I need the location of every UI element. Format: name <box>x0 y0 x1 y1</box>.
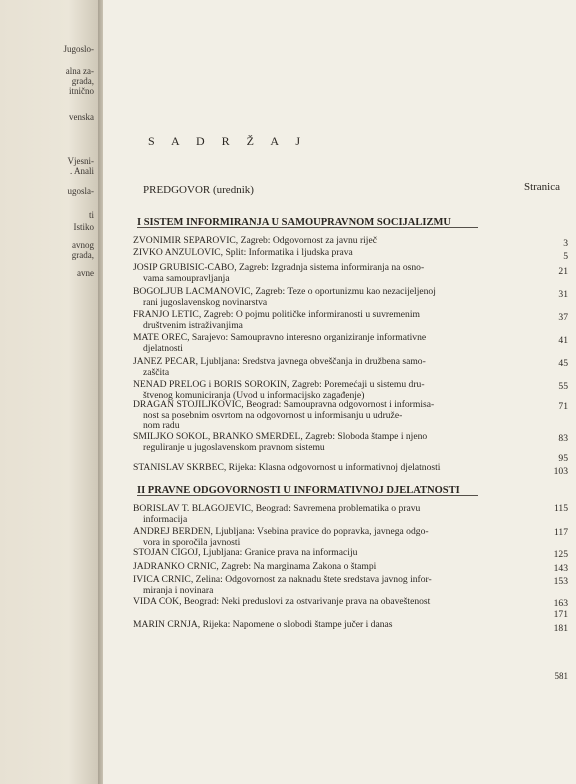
toc-page-number: 3 <box>563 238 568 249</box>
toc-entry-line: MARIN CRNJA, Rijeka: Napomene o slobodi štampe jučer i danas <box>133 620 393 630</box>
toc-entry-line: DRAGAN STOJILJKOVIĆ, Beograd: Samoupravna odgovornost i informisa- <box>133 400 435 410</box>
section-title: I SISTEM INFORMIRANJA U SAMOUPRAVNOM SOCIJALIZMU <box>137 217 451 228</box>
toc-entry-line: STOJAN CIGOJ, Ljubljana: Granice prava na informaciju <box>133 548 358 558</box>
toc-page-number: 31 <box>558 289 568 300</box>
previous-page-text: ugosla- <box>67 186 94 196</box>
page-column-label: Stranica <box>523 181 560 193</box>
toc-entry <box>133 357 506 378</box>
toc-entry-line: rani jugoslavenskog novinarstva <box>143 297 268 308</box>
toc-entry-line: štvenog komuniciranja (Uvod u informacijsko zagađenje) <box>143 390 365 401</box>
toc-page-number: 103 <box>553 466 568 477</box>
previous-page-fragment <box>0 0 98 784</box>
toc-page-number: 115 <box>553 503 568 514</box>
toc-page-number: 171 <box>553 609 568 620</box>
toc-entry-line: vora in sporočila javnosti <box>143 537 241 548</box>
toc-entry <box>133 562 506 573</box>
toc-entry <box>133 575 506 596</box>
toc-page-number: 153 <box>553 576 568 587</box>
toc-entry-line: JOSIP GRUBIŠIĆ-ČABO, Zagreb: Izgradnja sistema informiranja na osno- <box>133 263 425 273</box>
foreword-entry: PREDGOVOR (urednik) <box>143 184 254 196</box>
section-title: II PRAVNE ODGOVORNOSTI U INFORMATIVNOJ DJELATNOSTI <box>137 485 460 496</box>
previous-page-text: itnično <box>69 86 94 96</box>
toc-entry-line: miranja i novinara <box>143 585 214 596</box>
previous-page-text: Vjesni- <box>67 156 94 166</box>
toc-page-number: 45 <box>558 358 568 369</box>
toc-entry <box>133 432 506 453</box>
toc-entry-line: zaščita <box>143 367 170 378</box>
toc-entry <box>133 400 506 432</box>
toc-entry <box>133 287 506 308</box>
toc-page-number: 41 <box>558 335 568 346</box>
toc-entry <box>133 463 506 474</box>
toc-entry <box>133 236 506 247</box>
toc-entry <box>133 527 506 548</box>
previous-page-text: grada, <box>71 76 94 86</box>
toc-entry-line: MATE OREČ, Sarajevo: Samoupravno interesno organiziranje informativne <box>133 333 427 343</box>
toc-page-number: 143 <box>553 563 568 574</box>
previous-page-text: Istiko <box>73 222 94 232</box>
toc-entry-line: STANISLAV ŠKRBEC, Rijeka: Klasna odgovornost u informativnoj djelatnosti <box>133 463 441 473</box>
toc-page-number: 71 <box>558 401 568 412</box>
previous-page-text: ti <box>88 210 94 220</box>
previous-page-text: Jugoslo- <box>63 44 94 54</box>
toc-page-number: 95 <box>558 453 568 464</box>
toc-entry-line: JANEZ PEČAR, Ljubljana: Sredstva javnega obveščanja in družbena samo- <box>133 357 426 367</box>
toc-page-number: 55 <box>558 381 568 392</box>
previous-page-text: venska <box>69 112 94 122</box>
toc-entry-line: ŽIVKO ANZULOVIĆ, Split: Informatika i ljudska prava <box>133 248 353 258</box>
toc-entry-line: VIDA ČOK, Beograd: Neki preduslovi za ostvarivanje prava na obaveštenost <box>133 597 431 607</box>
toc-entry <box>133 504 506 525</box>
toc-entry <box>133 263 506 284</box>
previous-page-text: alna za- <box>65 66 94 76</box>
previous-page-text: grada, <box>71 250 94 260</box>
toc-entry-line: NENAD PRELOG i BORIS SOROKIN, Zagreb: Poremećaji u sistemu dru- <box>133 380 425 390</box>
toc-entry-line: BOGOLJUB LACMANOVIĆ, Zagreb: Teze o oportunizmu kao nezacijeljenoj <box>133 287 436 297</box>
toc-page-number: 181 <box>553 623 568 634</box>
toc-entry-line: SMILJKO SOKOL, BRANKO SMERDEL, Zagreb: Sloboda štampe i njeno <box>133 432 428 442</box>
toc-page-number: 83 <box>558 433 568 444</box>
toc-entry <box>133 620 506 631</box>
toc-page <box>103 0 576 784</box>
toc-entry-line: informacija <box>143 514 188 525</box>
toc-entry-line: IVICA CRNIĆ, Zelina: Odgovornost za naknadu štete sredstava javnog infor- <box>133 575 432 585</box>
toc-page-number: 163 <box>553 598 568 609</box>
toc-page-number: 125 <box>553 549 568 560</box>
toc-page-number: 37 <box>558 312 568 323</box>
page-number: 581 <box>554 671 568 681</box>
toc-page-number: 5 <box>563 251 568 262</box>
toc-entry <box>133 380 506 401</box>
toc-entry-line: društvenim istraživanjima <box>143 320 243 331</box>
toc-page-number: 21 <box>558 266 568 277</box>
toc-entry-line: vama samoupravljanja <box>143 273 230 284</box>
toc-entry <box>133 548 506 559</box>
toc-heading: S A D R Ž A J <box>148 134 308 148</box>
previous-page-text: . Anali <box>70 166 94 176</box>
toc-entry-line: FRANJO LETIĆ, Zagreb: O pojmu političke informiranosti u suvremenim <box>133 310 420 320</box>
toc-entry-line: reguliranje u jugoslavenskom pravnom sistemu <box>143 442 325 453</box>
toc-entry-line: ANDREJ BERDEN, Ljubljana: Vsebina pravice do popravka, javnega odgo- <box>133 527 429 537</box>
toc-entry-line: BORISLAV T. BLAGOJEVIĆ, Beograd: Savremena problematika o pravu <box>133 504 421 514</box>
toc-entry <box>133 310 506 331</box>
toc-entry <box>133 333 506 354</box>
previous-page-text: avnog <box>72 240 94 250</box>
previous-page-text: avne <box>77 268 94 278</box>
toc-entry-line: ZVONIMIR SEPAROVIĆ, Zagreb: Odgovornost za javnu riječ <box>133 236 377 246</box>
toc-entry-line: nom radu <box>143 421 180 431</box>
toc-entry-line: nost sa posebnim osvrtom na odgovornost u informisanju u udruže- <box>143 410 403 421</box>
toc-page-number: 117 <box>553 527 568 538</box>
toc-entry-line: JADRANKO CRNIĆ, Zagreb: Na marginama Zakona o štampi <box>133 562 377 572</box>
toc-entry-line: djelatnosti <box>143 343 183 354</box>
toc-entry <box>133 248 506 259</box>
toc-entry <box>133 597 506 608</box>
